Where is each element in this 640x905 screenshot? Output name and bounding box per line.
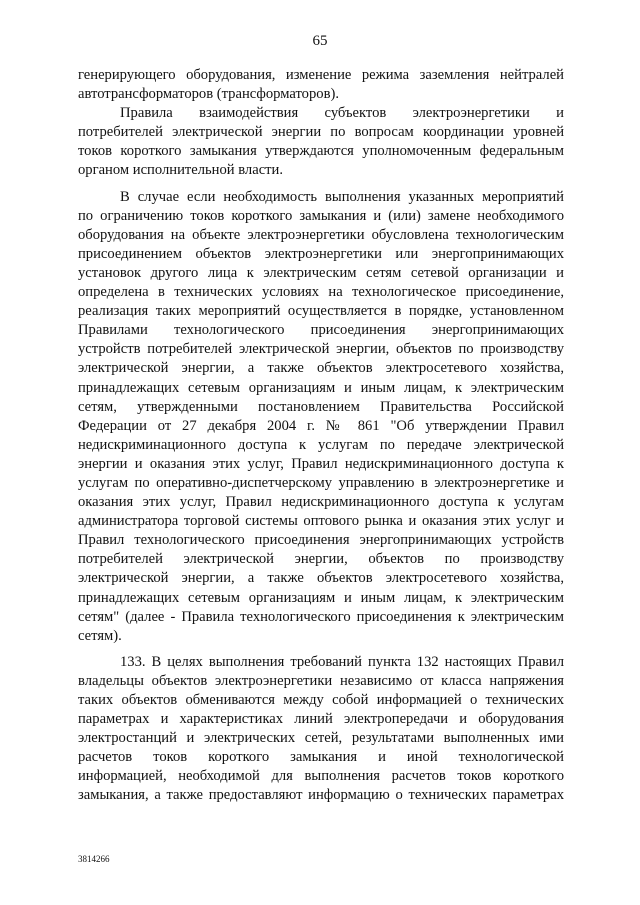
text-line: автотрансформаторов (трансформаторов). bbox=[78, 86, 339, 103]
text-line: параметрах и характеристиках линий электропередачи и оборудования bbox=[78, 711, 564, 728]
text-line: расчетов токов короткого замыкания и иной технологической bbox=[78, 749, 564, 766]
text-line: принадлежащих сетевым организациям и иным лицам, к электрическим bbox=[78, 379, 564, 396]
document-body bbox=[78, 66, 564, 806]
text-line: оборудования на объекте электроэнергетики обусловлена технологическим bbox=[78, 226, 564, 243]
text-line: потребителей электрической энергии, объектов по производству bbox=[78, 551, 564, 568]
text-line: электрической энергии, а также объектов электросетевого хозяйства, bbox=[78, 570, 564, 587]
text-line: Федерации от 27 декабря 2004 г. № 861 "Об утверждении Правил bbox=[78, 417, 564, 434]
text-line: потребителей электрической энергии по вопросам координации уровней bbox=[78, 124, 564, 141]
text-line: 133. В целях выполнения требований пункта 132 настоящих Правил bbox=[120, 653, 564, 670]
text-line: реализация таких мероприятий осуществляется в порядке, установленном bbox=[78, 303, 564, 320]
text-line: определена в технических условиях на технологическое присоединение, bbox=[78, 284, 564, 301]
text-line: устройств потребителей электрической энергии, объектов по производству bbox=[78, 341, 564, 358]
text-line: Правила взаимодействия субъектов электроэнергетики и bbox=[120, 105, 564, 122]
page-number: 65 bbox=[312, 33, 328, 49]
text-line: замыкания, а также предоставляют информацию о технических параметрах bbox=[78, 787, 564, 804]
text-line: присоединением объектов электроэнергетики или энергопринимающих bbox=[78, 245, 564, 262]
document-id: 3814266 bbox=[78, 854, 110, 864]
text-line: сетям). bbox=[78, 627, 122, 644]
text-line: принадлежащих сетевым организациям и иным лицам, к электрическим bbox=[78, 589, 564, 606]
text-line: Правилами технологического присоединения энергопринимающих bbox=[78, 322, 564, 339]
paragraph-item-133 bbox=[78, 653, 564, 806]
text-line: владельцы объектов электроэнергетики независимо от класса напряжения bbox=[78, 672, 564, 689]
text-line: недискриминационного доступа к услугам по передаче электрической bbox=[78, 436, 564, 453]
text-line: таких объектов обмениваются между собой информацией о технических bbox=[78, 692, 564, 708]
text-line: Правил технологического присоединения энергопринимающих устройств bbox=[78, 532, 564, 549]
text-line: оказания этих услуг, Правил недискриминационного доступа к услугам bbox=[78, 494, 564, 511]
text-line: генерирующего оборудования, изменение режима заземления нейтралей bbox=[78, 67, 564, 83]
text-line: по ограничению токов короткого замыкания и (или) замене необходимого bbox=[78, 207, 564, 224]
text-line: администратора торговой системы оптового рынка и оказания этих услуг и bbox=[78, 513, 564, 530]
text-line: органом исполнительной власти. bbox=[78, 162, 284, 179]
paragraph-coordination-rules bbox=[78, 104, 564, 180]
text-line: энергии и оказания этих услуг, Правил недискриминационного доступа к bbox=[78, 455, 564, 472]
text-line: информацией, необходимой для выполнения расчетов токов короткого bbox=[78, 768, 564, 785]
text-line: услугам по оперативно-диспетчерскому управлению в электроэнергетике и bbox=[78, 474, 564, 491]
text-line: сетям" (далее - Правила технологического присоединения к электрическим bbox=[78, 608, 564, 625]
text-line: электрической энергии, а также объектов электросетевого хозяйства, bbox=[78, 360, 564, 377]
text-line: сетям, утвержденными постановлением Правительства Российской bbox=[78, 398, 564, 415]
paragraph-continuation bbox=[78, 66, 564, 104]
text-line: установок другого лица к электрическим сетям сетевой организации и bbox=[78, 264, 564, 281]
paragraph-technological-connection bbox=[78, 188, 564, 646]
text-line: электростанций и электрических сетей, результатами выполненных ими bbox=[78, 730, 564, 747]
text-line: В случае если необходимость выполнения указанных мероприятий bbox=[120, 188, 564, 205]
text-line: токов короткого замыкания утверждаются уполномоченным федеральным bbox=[78, 143, 564, 160]
